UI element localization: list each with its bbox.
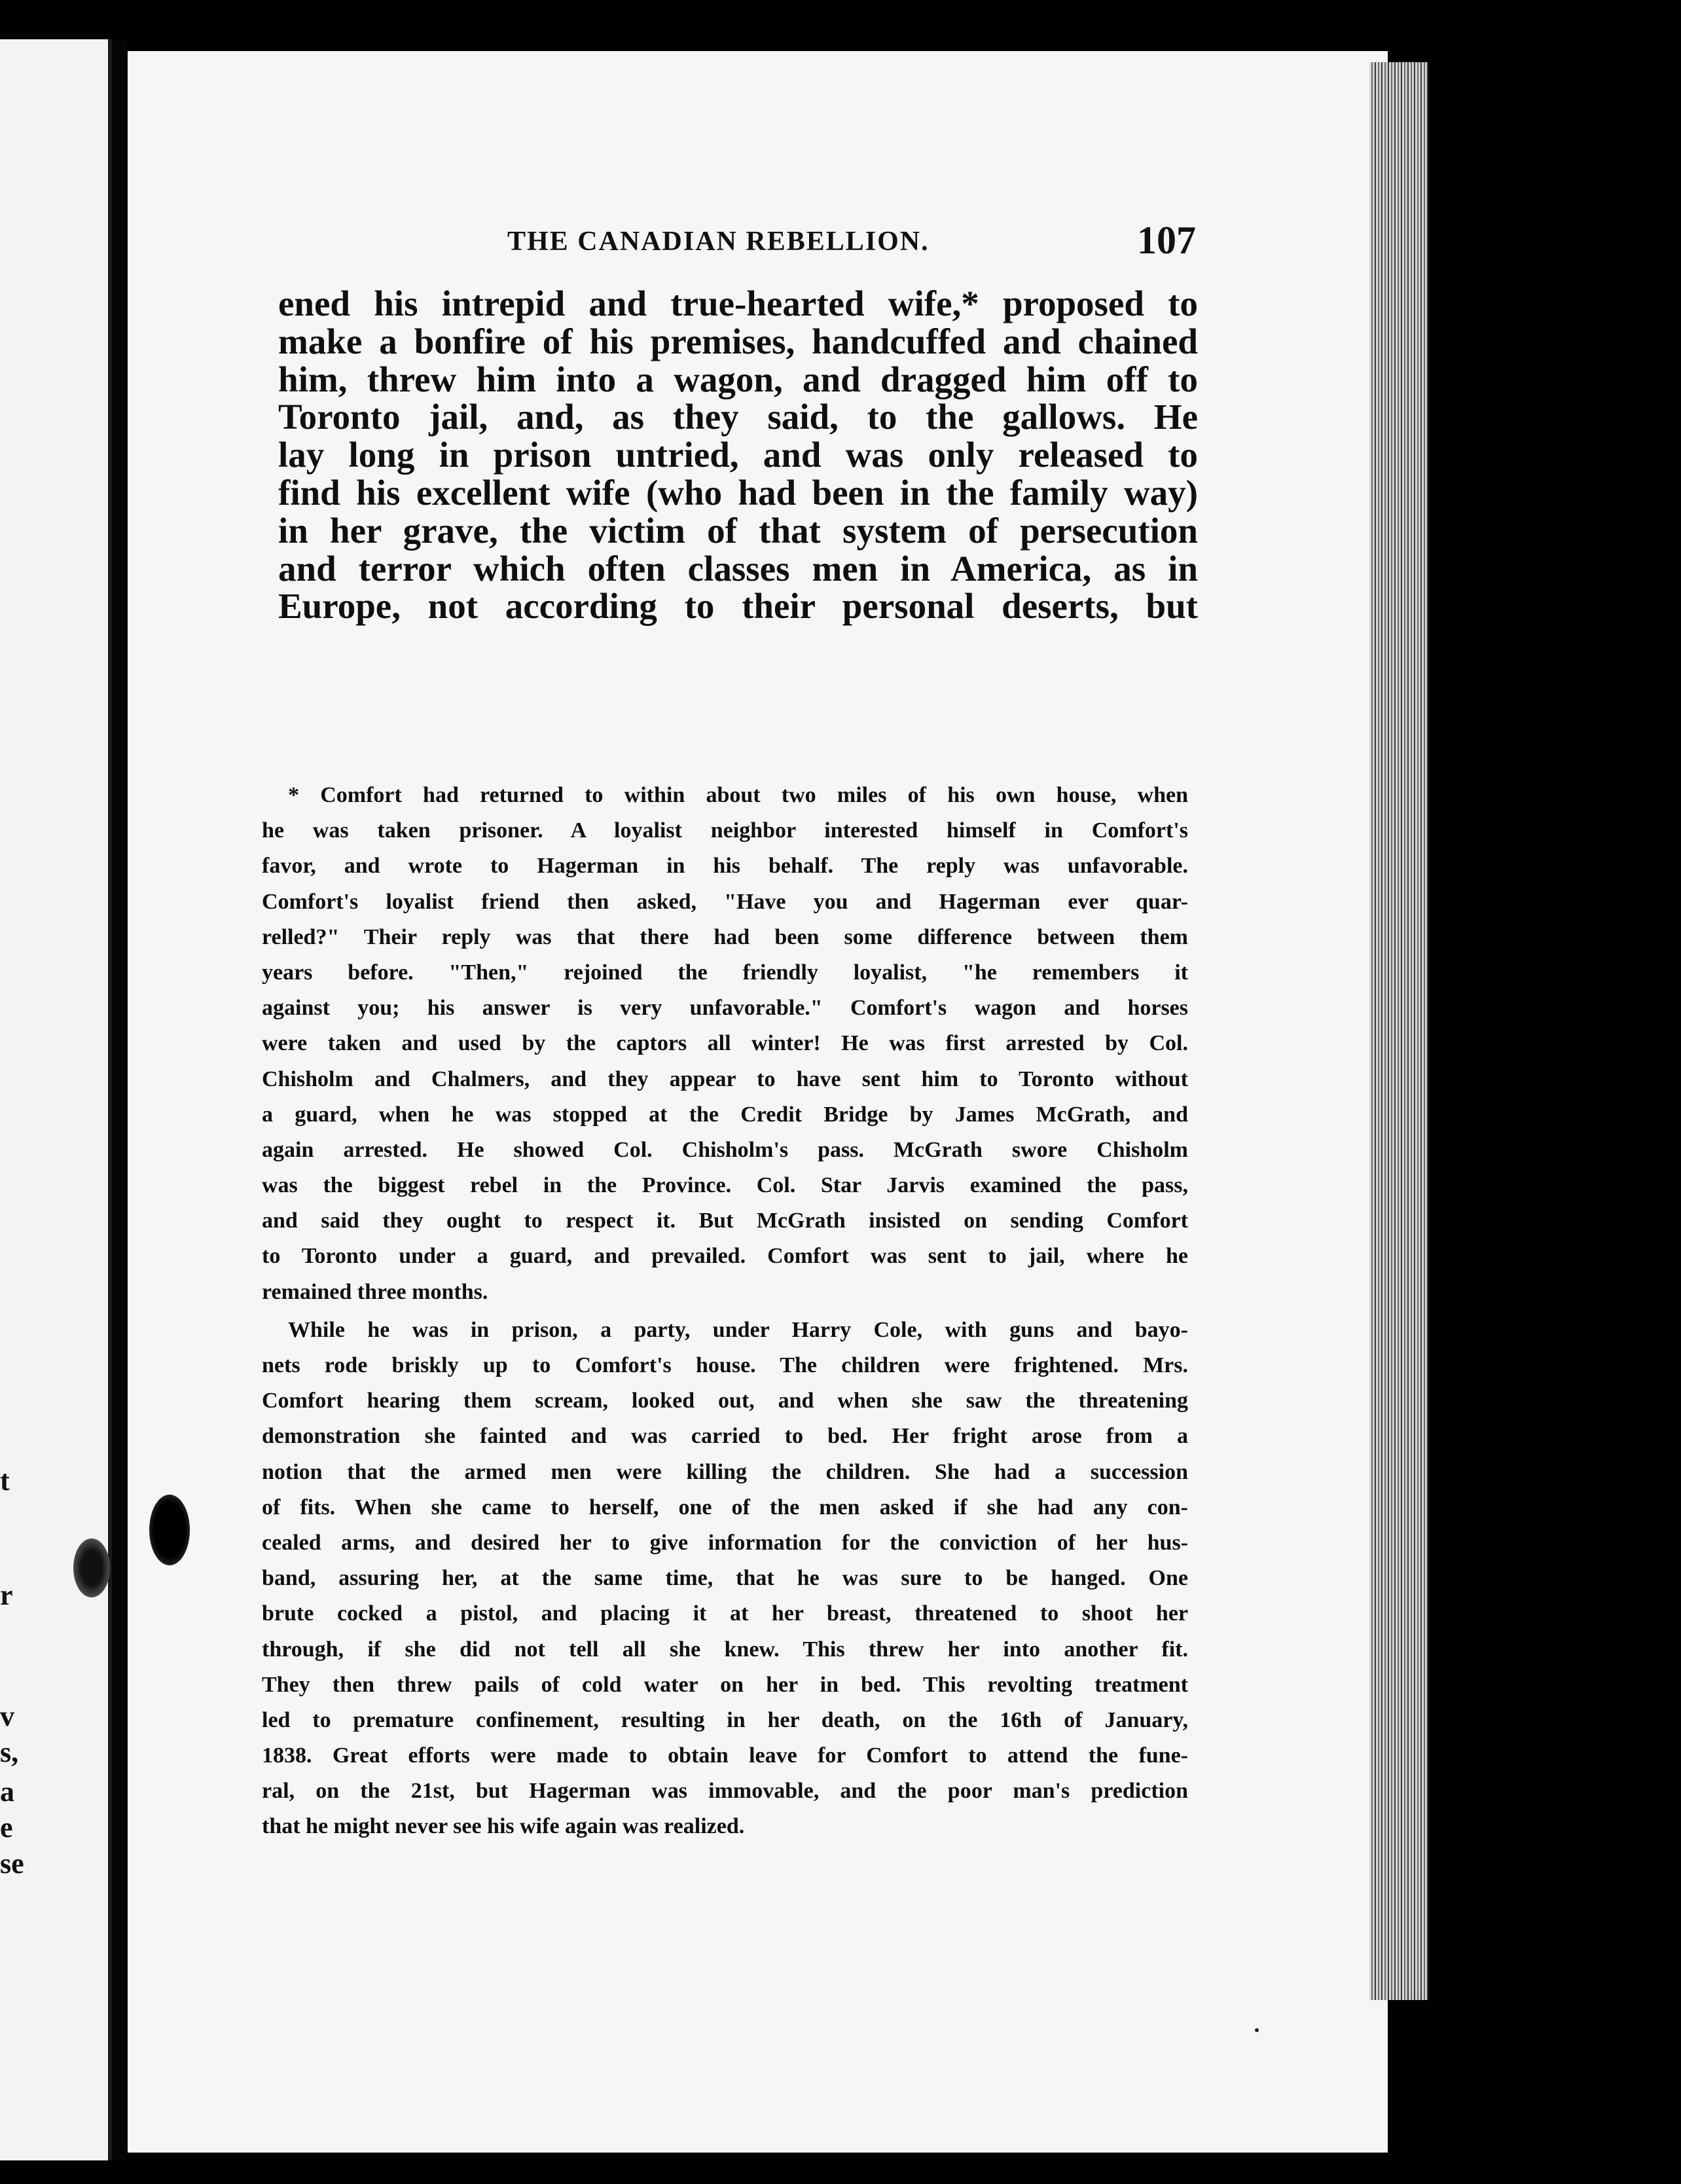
page-edges (1369, 62, 1428, 2000)
footnote-line: notion that the armed men were killing the children. She had a succession (262, 1459, 1188, 1484)
footnote-line: a guard, when he was stopped at the Credit Bridge by James McGrath, and (262, 1102, 1188, 1127)
footnote-line: of fits. When she came to herself, one of the men asked if she had any con- (262, 1495, 1188, 1520)
footnote-line: he was taken prisoner. A loyalist neighbor interested himself in Comfort's (262, 818, 1188, 843)
margin-fragment: v (0, 1700, 14, 1732)
margin-fragment: s, (0, 1736, 19, 1768)
margin-fragment: r (0, 1579, 13, 1611)
footnote-line: While he was in prison, a party, under Harry Cole, with guns and bayo- (288, 1317, 1188, 1342)
page-header (507, 218, 1196, 264)
footnote-line: cealed arms, and desired her to give information for the conviction of her hus- (262, 1530, 1188, 1555)
footnote-line: nets rode briskly up to Comfort's house. The children were frightened. Mrs. (262, 1353, 1188, 1377)
facing-page-fragment (0, 39, 112, 2160)
text-line: Europe, not according to their personal deserts, but (278, 586, 1198, 627)
footnote-line: favor, and wrote to Hagerman in his behalf. The reply was unfavorable. (262, 854, 1188, 879)
body-paragraph (278, 285, 1198, 625)
footnote-line: remained three months. (262, 1279, 488, 1304)
page-number: 107 (1137, 219, 1196, 262)
footnote-line: Comfort hearing them scream, looked out, and when she saw the threatening (262, 1389, 1188, 1413)
text-line: ened his intrepid and true-hearted wife,* proposed to (278, 283, 1198, 323)
binding-hole (149, 1495, 190, 1565)
margin-fragment: a (0, 1775, 14, 1808)
footnote-line: through, if she did not tell all she knew. This threw her into another fit. (262, 1637, 1188, 1662)
footnote-line: to Toronto under a guard, and prevailed. Comfort was sent to jail, where he (262, 1244, 1188, 1269)
running-head: THE CANADIAN REBELLION. (507, 227, 930, 257)
text-line: Toronto jail, and, as they said, to the gallows. He (278, 397, 1198, 437)
footnote-line: years before. "Then," rejoined the friendly loyalist, "he remembers it (262, 960, 1188, 985)
footnote-line: brute cocked a pistol, and placing it at her breast, threatened to shoot her (262, 1601, 1188, 1626)
margin-fragment: t (0, 1465, 10, 1497)
footnote-line: ral, on the 21st, but Hagerman was immovable, and the poor man's prediction (262, 1779, 1188, 1804)
footnote-line: They then threw pails of cold water on her in bed. This revolting treatment (262, 1672, 1188, 1697)
footnote-line: * Comfort had returned to within about two miles of his own house, when (288, 783, 1188, 807)
footnote-line: demonstration she fainted and was carried to bed. Her fright arose from a (262, 1424, 1188, 1449)
text-line: lay long in prison untried, and was only released to (278, 435, 1198, 475)
footnote-line: led to premature confinement, resulting in her death, on the 16th of January, (262, 1707, 1188, 1732)
book-gutter (112, 39, 128, 2160)
margin-fragment: e (0, 1811, 13, 1844)
footnote-line: relled?" Their reply was that there had been some difference between them (262, 924, 1188, 949)
footnote-line: and said they ought to respect it. But McGrath insisted on sending Comfort (262, 1209, 1188, 1233)
footnote (262, 778, 1188, 1845)
footnote-line: 1838. Great efforts were made to obtain leave for Comfort to attend the fune- (262, 1743, 1188, 1768)
footnote-line: were taken and used by the captors all winter! He was first arrested by Col. (262, 1031, 1188, 1056)
footnote-line: was the biggest rebel in the Province. Col. Star Jarvis examined the pass, (262, 1173, 1188, 1198)
binding-hole (73, 1538, 110, 1597)
footnote-line: against you; his answer is very unfavorable." Comfort's wagon and horses (262, 996, 1188, 1021)
text-line: make a bonfire of his premises, handcuffed and chained (278, 321, 1198, 361)
text-line: and terror which often classes men in America, as in (278, 548, 1198, 589)
text-line: in her grave, the victim of that system of persecution (278, 510, 1198, 551)
footnote-line: Chisholm and Chalmers, and they appear to have sent him to Toronto without (262, 1066, 1188, 1091)
footnote-line: that he might never see his wife again was realized. (262, 1814, 745, 1839)
text-line: him, threw him into a wagon, and dragged him off to (278, 359, 1198, 399)
text-line: find his excellent wife (who had been in the family way) (278, 472, 1198, 513)
footnote-line: band, assuring her, at the same time, that he was sure to be hanged. One (262, 1566, 1188, 1591)
print-speck (1255, 2028, 1259, 2032)
margin-fragment: se (0, 1847, 24, 1880)
footnote-line: again arrested. He showed Col. Chisholm's pass. McGrath swore Chisholm (262, 1137, 1188, 1162)
footnote-line: Comfort's loyalist friend then asked, "Have you and Hagerman ever quar- (262, 889, 1188, 914)
